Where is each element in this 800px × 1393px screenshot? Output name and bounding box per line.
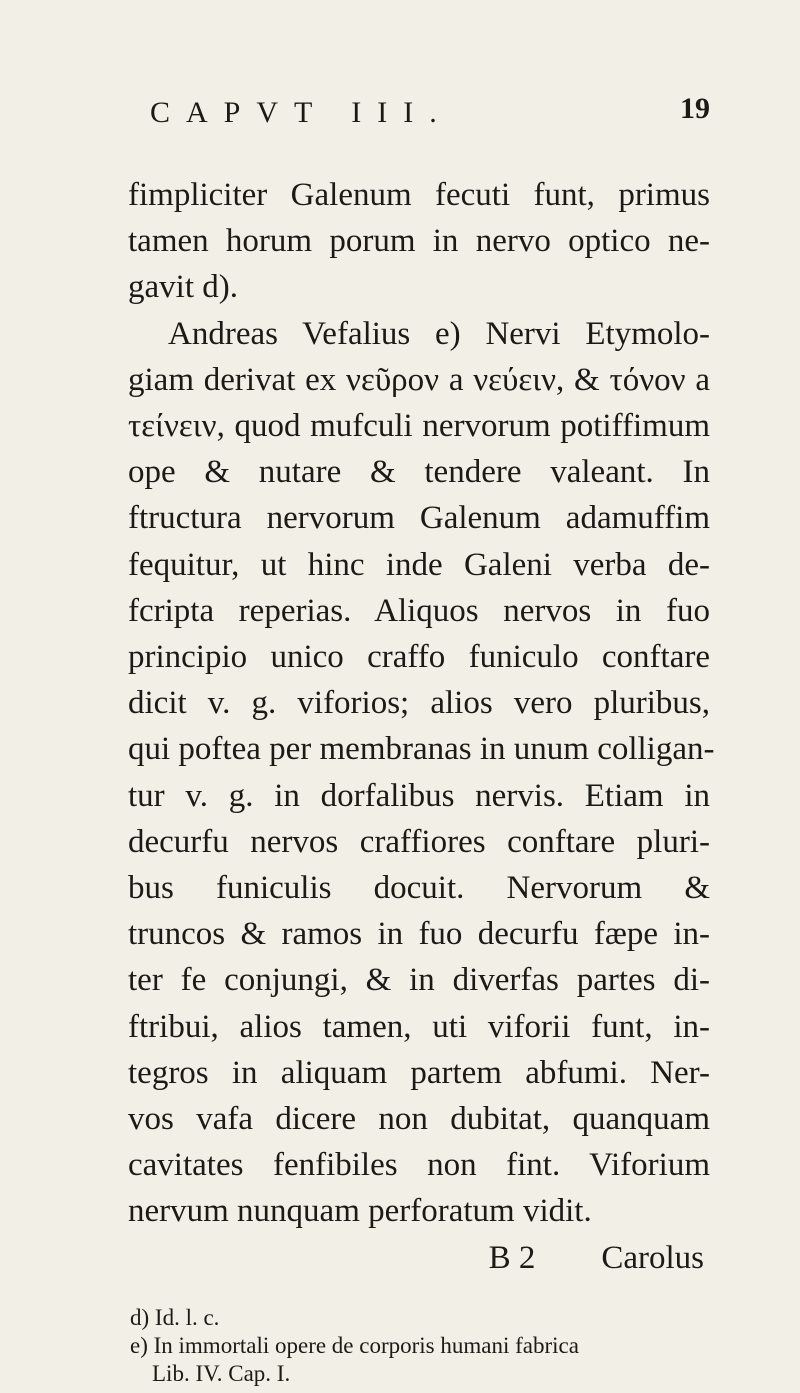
text-line: tamen horum porum in nervo optico ne- [128,223,710,260]
text-line: fimpliciter Galenum fecuti funt, primus [128,177,710,213]
text-line: bus funiculis docuit. Nervorum & [128,870,710,907]
running-head [150,86,710,136]
text-line: cavitates fenfibiles non fint. Viforium [128,1147,710,1184]
text-line: decurfu nervos craffiores conftare pluri- [128,823,710,860]
body-text [128,172,715,1281]
text-line: dicit v. g. viforios; alios vero pluribus, [128,685,710,722]
text-line: principio unico craffo funiculo conftare [128,639,710,676]
text-line: nervum nunquam perforatum vidit. [128,1193,592,1230]
footnotes [130,1304,710,1388]
text-line: τείνειν, quod mufculi nervorum potiffimum [128,408,710,445]
chapter-title: CAPVT III. [150,96,453,129]
text-line: giam derivat ex νεῦρον a νεύειν, & τόνον a [128,361,710,398]
text-line: ftructura nervorum Galenum adamuffim [128,500,710,537]
text-line: qui poftea per membranas in unum colligan- [128,731,715,768]
text-line: tur v. g. in dorfalibus nervis. Etiam in [128,777,710,814]
text-line: ter fe conjungi, & in diverfas partes di- [128,962,710,999]
text-line: ftribui, alios tamen, uti viforii funt, in- [128,1008,710,1045]
text-line: gavit d). [128,269,238,306]
text-line: tegros in aliquam partem abfumi. Ner- [128,1054,710,1091]
text-line: fcripta reperias. Aliquos nervos in fuo [128,592,710,629]
footnote: e) In immortali opere de corporis humani fabrica [130,1333,579,1358]
text-line: Andreas Vefalius e) Nervi Etymolo- [168,315,710,352]
catchword-line: B 2 Carolus [488,1239,704,1276]
text-line: vos vafa dicere non dubitat, quanquam [128,1101,710,1138]
footnote-continuation: Lib. IV. Cap. I. [152,1361,291,1386]
page-number: 19 [680,92,710,125]
text-line: truncos & ramos in fuo decurfu fæpe in- [128,916,710,953]
text-line: fequitur, ut hinc inde Galeni verba de- [128,546,710,583]
footnote: d) Id. l. c. [130,1305,220,1330]
text-line: ope & nutare & tendere valeant. In [128,454,710,491]
